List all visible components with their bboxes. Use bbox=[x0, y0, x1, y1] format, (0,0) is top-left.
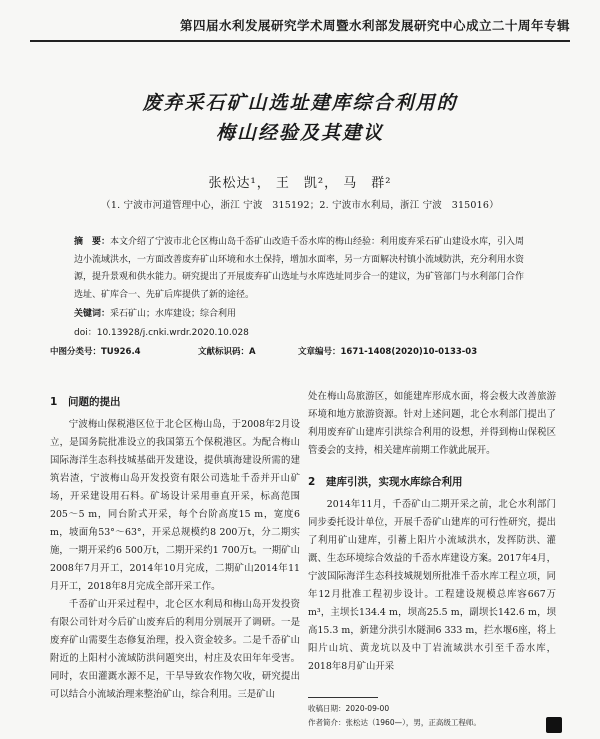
abstract-text: 本文介绍了宁波市北仑区梅山岛千岙矿山改造千岙水库的梅山经验：利用废弃采石矿山建设水库，引入周边小流域洪水，一方面改善废弃矿山环境和水土保持，增加水面率，另一方面解决村镇小流域防洪，充分利用水资源，提升景观和供水能力。研究提出了开展废弃矿山选址与水库选址同步合一的建议，为矿管部门与水利部门合作选址、矿库合一、先矿后库提供了新的途径。 bbox=[74, 237, 525, 300]
footnote-received: 收稿日期：2020-09-00 bbox=[308, 704, 390, 713]
keywords bbox=[74, 306, 236, 319]
section-1-number: 1 bbox=[50, 396, 58, 408]
section-2-title: 建库引洪，实现水库综合利用 bbox=[326, 476, 463, 488]
paper-title bbox=[40, 88, 560, 148]
page-corner-mark bbox=[546, 717, 562, 733]
doi-text: 10.13928/j.cnki.wrdr.2020.10.028 bbox=[96, 328, 249, 338]
journal-header-band: 第四届水利发展研究学术周暨水利部发展研究中心成立二十周年专辑 bbox=[30, 14, 570, 42]
section-1-title: 问题的提出 bbox=[68, 396, 121, 408]
document-code: 文献标识码：A bbox=[198, 347, 256, 357]
section-2-heading bbox=[308, 468, 556, 496]
keywords-label: 关键词： bbox=[74, 309, 111, 319]
right-paragraph-1: 2014年11月，千岙矿山二期开采之前，北仑水利部门同步委托设计单位，开展千岙矿山建库的可行性研究，提出了利用矿山建库，引蓄上阳片小流域洪水，发挥防洪、灌溉、生态环境综合效益的千岙水库建设方案。2017年4月，宁波国际海洋生态科技城规划所批准千岙水库工程立项，同年12月批准工程初步设计。工程建设规模总库容667万m³，主坝长134.4 m，坝高25.5 m，副坝长142.6 m，坝高15.3 m，新建分洪引水隧洞6 333 m，拦水堰6座，将上阳片山坑、黄龙坑以及中丁岩流域洪水引至千岙水库，2018年8月矿山开采 bbox=[308, 499, 556, 672]
abstract-label: 摘 要： bbox=[74, 237, 111, 247]
doi-label: doi： bbox=[74, 328, 97, 338]
right-paragraph-0: 处在梅山岛旅游区，如能建库形成水面，将会极大改善旅游环境和地方旅游资源。针对上述问题，北仑水利部门提出了利用废弃矿山建库引洪综合利用的设想，并得到梅山保税区管委会的支持，相关建库前期工作就此展开。 bbox=[308, 391, 556, 456]
section-2-number: 2 bbox=[308, 476, 316, 488]
authors: 张松达¹， 王 凯²， 马 群² bbox=[208, 176, 392, 191]
clc-number: 中图分类号：TU926.4 bbox=[50, 347, 141, 357]
footnote-author: 作者简介：张松达（1960—），男，正高级工程师。 bbox=[308, 718, 481, 727]
paper-title-line-2: 梅山经验及其建议 bbox=[215, 122, 384, 144]
section-1-heading bbox=[50, 388, 300, 416]
keywords-text: 采石矿山；水库建设；综合利用 bbox=[110, 309, 237, 319]
affiliation: （1. 宁波市河道管理中心，浙江 宁波 315192；2. 宁波市水利局，浙江 宁波 315016） bbox=[101, 200, 499, 211]
paper-title-line-1: 废弃采石矿山选址建库综合利用的 bbox=[142, 92, 458, 114]
footnote-divider bbox=[308, 697, 378, 698]
right-column bbox=[308, 388, 556, 676]
article-number: 文章编号：1671-1408(2020)10-0133-03 bbox=[298, 347, 478, 357]
abstract bbox=[74, 234, 530, 304]
left-column bbox=[50, 388, 300, 704]
doi bbox=[74, 325, 249, 338]
left-paragraph-2: 千岙矿山开采过程中，北仑区水利局和梅山岛开发投资有限公司针对今后矿山废弃后的利用分别展开了调研。一是废弃矿山需要生态修复治理，投入资金较多。二是千岙矿山附近的上阳村小流域防洪问题突出，村庄及农田年年受害。同时，农田灌溉水源不足，干旱导致农作物欠收，研究提出可以结合小流域治理来整治矿山，综合利用。三是矿山 bbox=[50, 599, 300, 700]
left-paragraph-1: 宁波梅山保税港区位于北仑区梅山岛，于2008年2月设立，是国务院批准设立的我国第五个保税港区。为配合梅山国际海洋生态科技城基础开发建设，提供填海建设所需的建筑岩渣，宁波梅山岛开发投资有限公司选址千岙并开山矿场，开采建设用石料。矿场设计采用垂直开采，标高范围205～5 m，同台阶式开采，每个台阶高度15 m，宽度6 m，坡面角53°～63°，开采总规模约8 200万t，分二期实施，一期开采约6 500万t，二期开采约1 700万t。一期矿山2008年7月开工，2014年10月完成，二期矿山2014年11月开工，2018年8月完成全部开采工作。 bbox=[50, 419, 300, 592]
